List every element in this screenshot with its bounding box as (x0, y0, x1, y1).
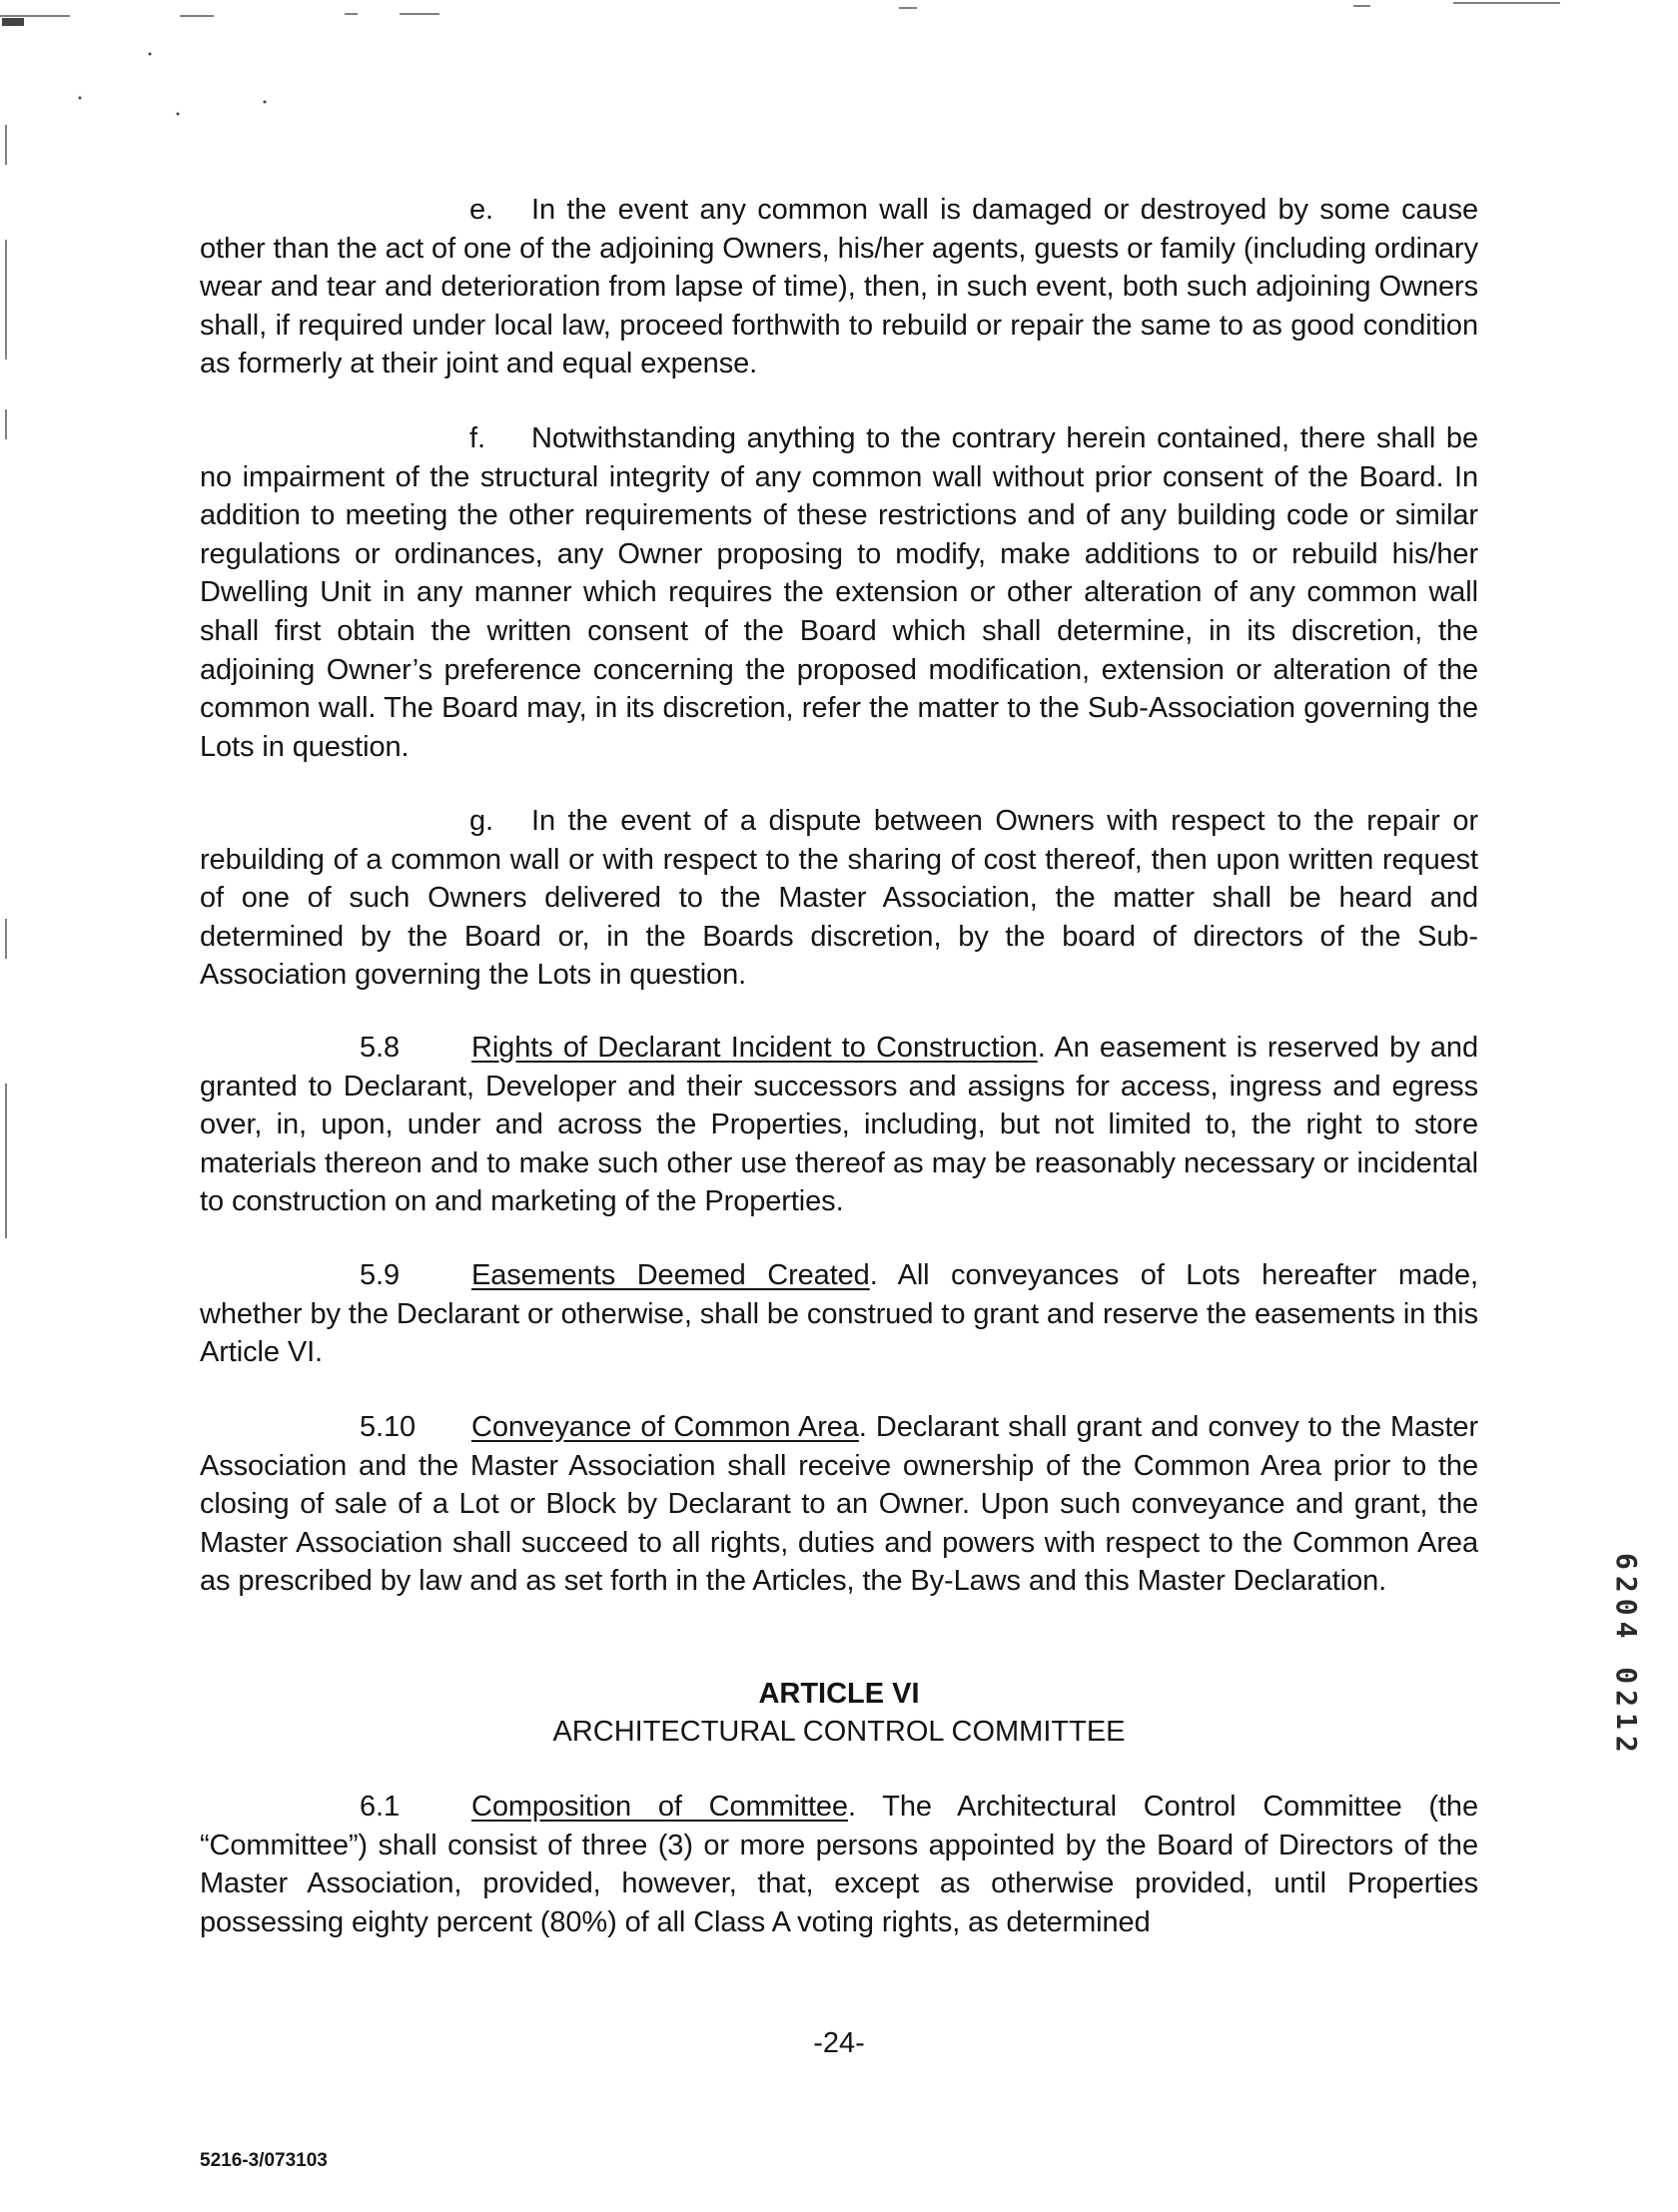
section-number: 5.10 (360, 1411, 417, 1443)
paragraph-marker: g. (469, 805, 493, 837)
section-text: The Architectural Control Committee (the “Committee”) shall consist of three (3) or more persons appointed by the Board of Directors of the Master Association, provided, however, that, except as otherwise provided, until Properties possessing eighty percent (80%) of all Class A voting rights, as determined (200, 1791, 1478, 1938)
section-5-10: 5.10 Conveyance of Common Area. Declarant shall grant and convey to the Master Association and the Master Association shall receive ownership of the Common Area prior to the closing of sale of a Lot or Block by Declarant to an Owner. Upon such conveyance and grant, the Master Association shall succeed to all rights, duties and powers with respect to the Common Area as prescribed by law and as set forth in the Articles, the By-Laws and this Master Declaration. (200, 1408, 1478, 1601)
section-number: 6.1 (360, 1791, 401, 1823)
section-number: 5.9 (360, 1259, 401, 1291)
page-number: -24- (813, 2027, 865, 2059)
section-heading: Rights of Declarant Incident to Construction (471, 1032, 1038, 1064)
section-6-1: 6.1 Composition of Committee. The Architectural Control Committee (the “Committee”) shall consist of three (3) or more persons appointed by the Board of Directors of the Master Association, provided, however, that, except as otherwise provided, until Properties possessing eighty percent (80%) of all Class A voting rights, as determined (200, 1788, 1478, 1941)
paragraph-text: In the event any common wall is damaged or destroyed by some cause other than the act of one of the adjoining Owners, his/her agents, guests or family (including ordinary wear and tear and deterioration from lapse of time), then, in such event, both such adjoining Owners shall, if required under local law, proceed forthwith to rebuild or repair the same to as good condition as formerly at their joint and equal expense. (200, 194, 1478, 380)
section-text: An easement is reserved by and granted to Declarant, Developer and their successors and assigns for access, ingress and egress over, in, upon, under and across the Properties, including, but not limited to, the right to store materials thereon and to make such other use thereof as may be reasonably necessary or incidental to construction on and marketing of the Properties. (200, 1032, 1478, 1218)
paragraph-e (200, 191, 1478, 383)
section-heading: Conveyance of Common Area (471, 1411, 859, 1443)
section-heading: Composition of Committee (471, 1791, 848, 1823)
recording-stamp: 6204 0212 (1610, 1553, 1643, 1759)
paragraph-text: Notwithstanding anything to the contrary herein contained, there shall be no impairment of the structural integrity of any common wall without prior consent of the Board. In addition to meeting the other requirements of these restrictions and of any building code or similar regulations or ordinances, any Owner proposing to modify, make additions to or rebuild his/her Dwelling Unit in any manner which requires the extension or other alteration of any common wall shall first obtain the written consent of the Board which shall determine, in its discretion, the adjoining Owner’s preference concerning the proposed modification, extension or alteration of the common wall. The Board may, in its discretion, refer the matter to the Sub-Association governing the Lots in question. (200, 422, 1478, 763)
paragraph-text: In the event of a dispute between Owners with respect to the repair or rebuilding of a common wall or with respect to the sharing of cost thereof, then upon written request of one of such Owners delivered to the Master Association, the matter shall be heard and determined by the Board or, in the Boards discretion, by the board of directors of the Sub-Association governing the Lots in question. (200, 805, 1478, 992)
paragraph-g (200, 802, 1478, 995)
paragraph-f (200, 419, 1478, 766)
section-5-8: 5.8 Rights of Declarant Incident to Construction. An easement is reserved by and granted to Declarant, Developer and their successors and assigns for access, ingress and egress over, in, upon, under and across the Properties, including, but not limited to, the right to store materials thereon and to make such other use thereof as may be reasonably necessary or incidental to construction on and marketing of the Properties. (200, 1029, 1478, 1221)
section-5-9: 5.9 Easements Deemed Created. All conveyances of Lots hereafter made, whether by the Declarant or otherwise, shall be construed to grant and reserve the easements in this Article VI. (200, 1256, 1478, 1372)
article-heading (200, 1675, 1478, 1751)
section-number: 5.8 (360, 1032, 401, 1064)
document-code: 5216-3/073103 (200, 2150, 328, 2171)
paragraph-marker: f. (469, 422, 485, 454)
article-number: ARTICLE VI (758, 1678, 920, 1710)
section-text: Declarant shall grant and convey to the Master Association and the Master Association shall receive ownership of the Common Area prior to the closing of sale of a Lot or Block by Declarant to an Owner. Upon such conveyance and grant, the Master Association shall succeed to all rights, duties and powers with respect to the Common Area as prescribed by law and as set forth in the Articles, the By-Laws and this Master Declaration. (200, 1411, 1479, 1598)
section-heading: Easements Deemed Created (471, 1259, 870, 1291)
paragraph-marker: e. (469, 194, 493, 226)
article-title: ARCHITECTURAL CONTROL COMMITTEE (552, 1716, 1126, 1748)
section-text: All conveyances of Lots hereafter made, whether by the Declarant or otherwise, shall be construed to grant and reserve the easements in this Article VI. (200, 1259, 1478, 1369)
